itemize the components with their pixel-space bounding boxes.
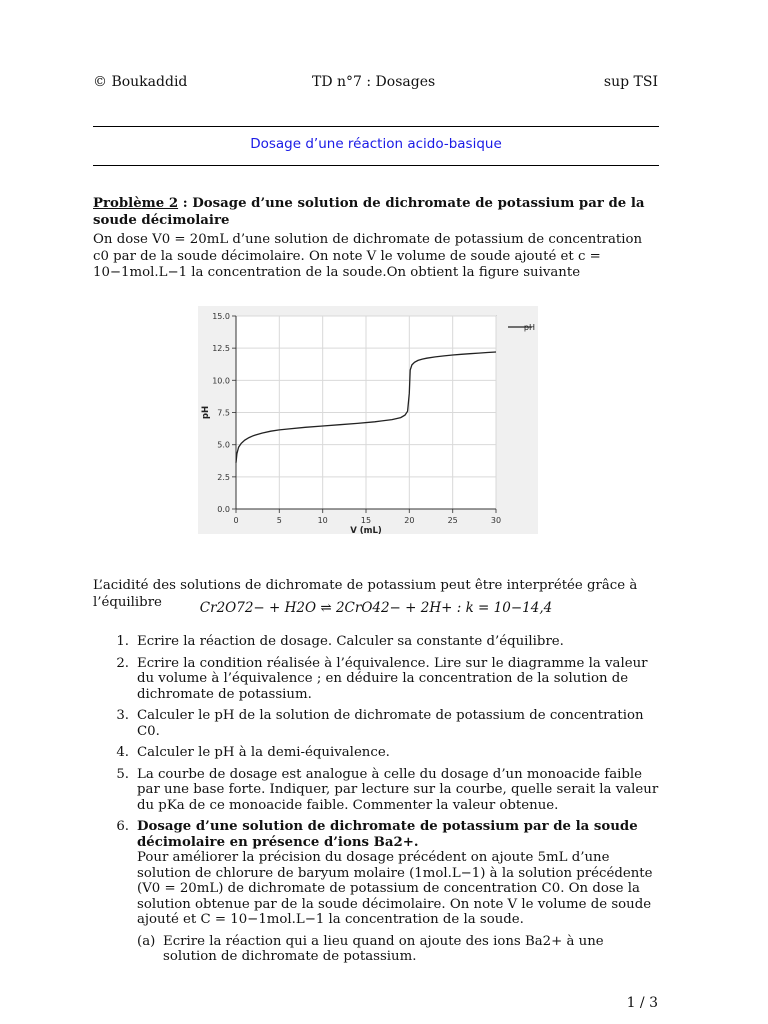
header-left: © Boukaddid — [93, 74, 188, 90]
question-text: Calculer le pH à la demi-équivalence. — [137, 745, 390, 760]
y-tick-label: 15.0 — [212, 312, 230, 321]
problem-title: Dosage d’une solution de dichromate de potassium par de la soude décimolaire — [93, 196, 645, 228]
page-number: 1 / 3 — [626, 995, 658, 1011]
x-tick-label: 30 — [490, 516, 502, 525]
y-tick-label: 10.0 — [212, 376, 230, 386]
question-bold-title: Dosage d’une solution de dichromate de potassium par de la soude décimolaire en présence d’ions Ba2+. — [137, 819, 638, 850]
question-text: Calculer le pH de la solution de dichromate de potassium de concentration C0. — [137, 708, 644, 739]
question-text: Ecrire la réaction de dosage. Calculer sa constante d’équilibre. — [137, 634, 564, 649]
y-tick-label: 0.0 — [217, 505, 230, 514]
question-item: 6. Dosage d’une solution de dichromate de potassium par de la soude décimolaire en présence d’ions Ba2+. Pour améliorer la précision du dosage précédent on ajoute 5mL d’une solution de chlorure de baryum molaire (1mol.L−1) à la solution précédente (V0 = 20mL) de dichromate de potassium de concentration C0. On dose la solution obtenue par de la soude décimolaire. On note V le volume de soude ajouté et C = 10−1mol.L−1 la concentration de la soude. — [116, 819, 653, 927]
chart-svg — [198, 306, 538, 534]
question-item: 1. Ecrire la réaction de dosage. Calculer sa constante d’équilibre. — [93, 634, 659, 650]
x-tick-label: 15 — [360, 516, 372, 525]
header-right: sup TSI — [603, 74, 658, 90]
y-axis-label: pH — [201, 405, 211, 420]
subquestion-item: (a) Ecrire la réaction qui a lieu quand on ajoute des ions Ba2+ à une solution de dichromate de potassium. — [137, 934, 659, 965]
question-item: 2. Ecrire la condition réalisée à l’équivalence. Lire sur le diagramme la valeur du volume à l’équivalence ; en déduire la concentration de la solution de dichromate de potassium. — [93, 656, 659, 703]
bottom-rule — [93, 165, 659, 166]
y-tick-label: 12.5 — [212, 344, 230, 354]
question-text: La courbe de dosage est analogue à celle du dosage d’un monoacide faible par une base forte. Indiquer, par lecture sur la courbe, quelle serait la valeur du pKa de ce monoacide faible. Commenter la valeur obtenue. — [137, 766, 659, 813]
question-text: Ecrire la condition réalisée à l’équivalence. Lire sur le diagramme la valeur du volume à l’équivalence ; en déduire la concentration de la solution de dichromate de potassium. — [137, 655, 648, 702]
x-tick-label: 5 — [276, 516, 282, 525]
problem-label: Problème 2 — [93, 196, 179, 211]
x-tick-label: 0 — [233, 516, 239, 525]
top-rule — [93, 126, 659, 127]
y-tick-label: 2.5 — [217, 472, 230, 482]
acidity-text: L’acidité des solutions de dichromate de potassium peut être interprétée grâce à l’équilibre — [93, 578, 638, 610]
question-list — [93, 634, 659, 965]
section-subtitle: Dosage d’une réaction acido-basique — [250, 136, 502, 152]
subquestion-text: Ecrire la réaction qui a lieu quand on ajoute des ions Ba2+ à une solution de dichromate de potassium. — [163, 933, 604, 964]
question-item: 4. Calculer le pH à la demi-équivalence. — [93, 745, 659, 761]
question-item: 5. La courbe de dosage est analogue à celle du dosage d’un monoacide faible par une base forte. Indiquer, par lecture sur la courbe, quelle serait la valeur du pKa de ce monoacide faible. Commenter la valeur obtenue. — [116, 766, 659, 813]
problem-intro: On dose V0 = 20mL d’une solution de dichromate de potassium de concentration c0 par de la soude décimolaire. On note V le volume de soude ajouté et c = 10−1mol.L−1 la concentration de la soude.On obtient la figure suivante — [93, 232, 643, 280]
y-tick-label: 5.0 — [217, 440, 230, 450]
x-axis-label: V (mL) — [350, 526, 382, 534]
legend-label: pH — [523, 323, 535, 332]
x-tick-label: 20 — [404, 516, 415, 525]
question-text: Pour améliorer la précision du dosage précédent on ajoute 5mL d’une solution de chlorure de baryum molaire (1mol.L−1) à la solution précédente (V0 = 20mL) de dichromate de potassium de concentration C0. On dose la solution obtenue par de la soude décimolaire. On note V le volume de soude ajouté et C = 10−1mol.L−1 la concentration de la soude. — [137, 850, 653, 927]
header-center: TD n°7 : Dosages — [312, 74, 436, 90]
problem-heading: Problème 2 : Dosage d’une solution de dichromate de potassium par de la soude décimolaire — [93, 196, 645, 228]
equilibrium-equation: Cr2O72− + H2O ⇌ 2CrO42− + 2H+ : k = 10−14,4 — [199, 600, 553, 616]
question-item: 3. Calculer le pH de la solution de dichromate de potassium de concentration C0. — [93, 708, 659, 739]
x-tick-label: 25 — [447, 516, 458, 525]
y-tick-label: 7.5 — [217, 408, 230, 418]
x-tick-label: 10 — [317, 516, 328, 525]
titration-chart — [198, 306, 538, 534]
